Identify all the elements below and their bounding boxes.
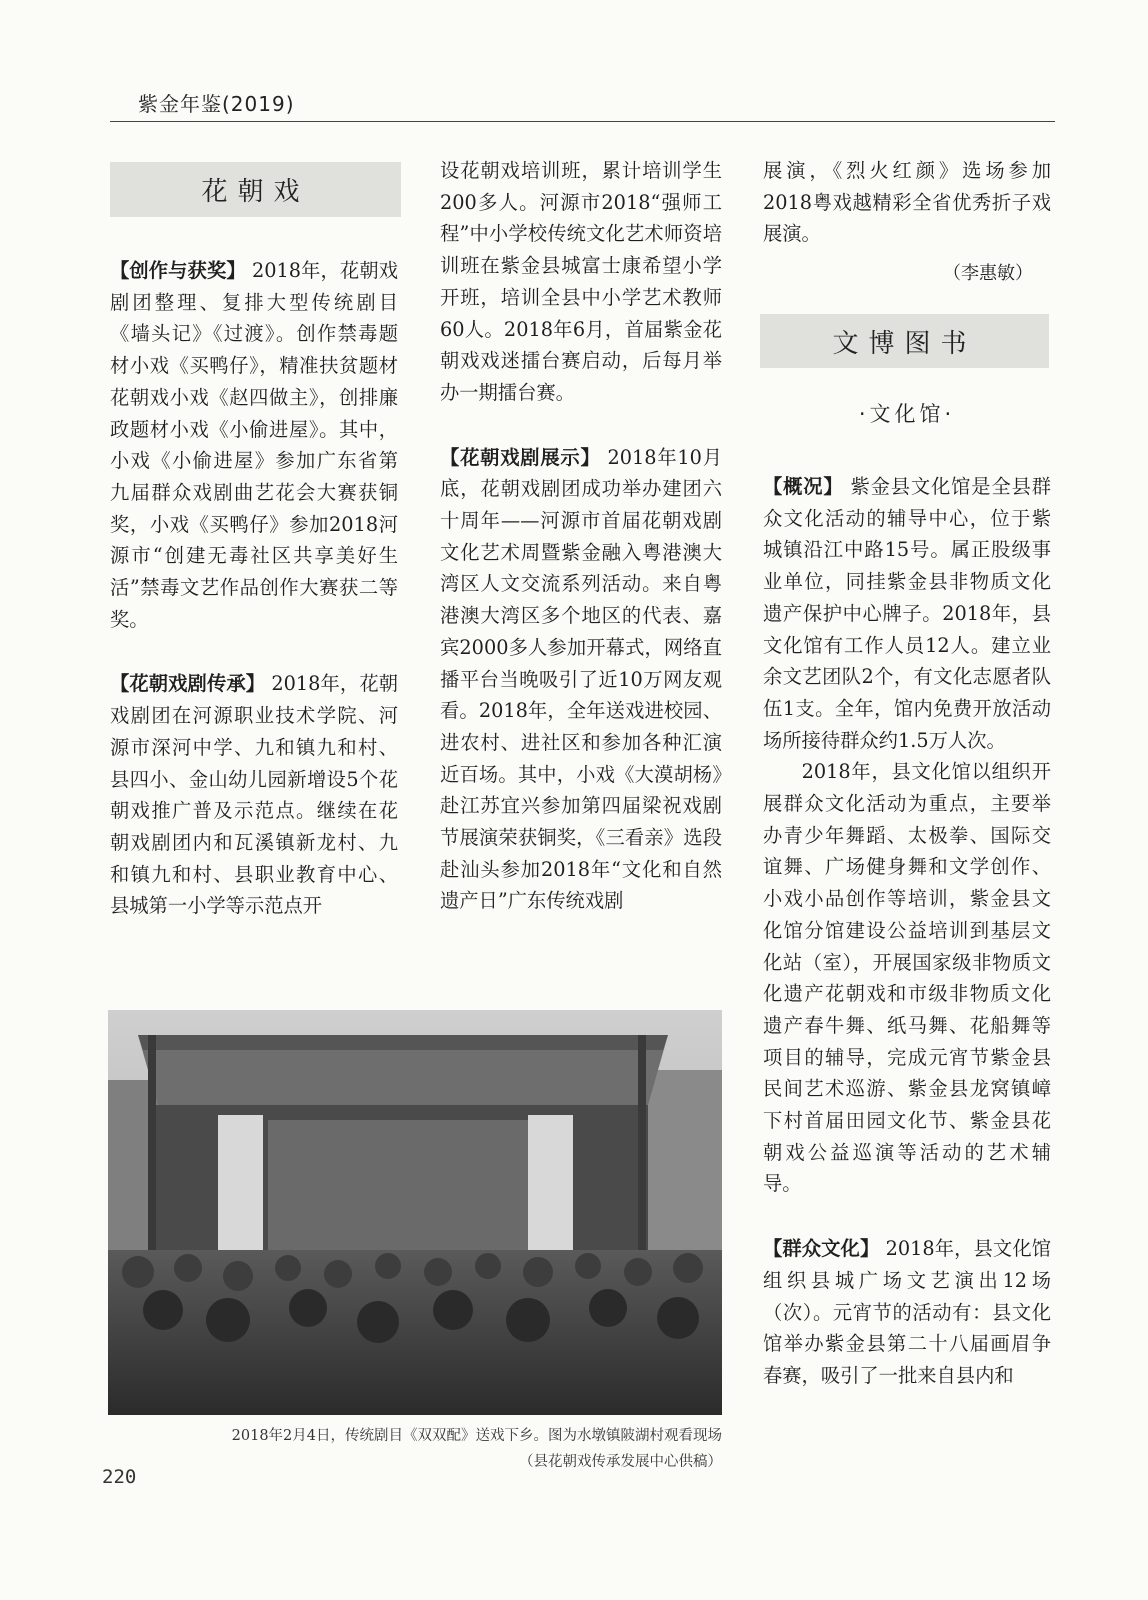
text-creation-awards: 2018年，花朝戏剧团整理、复排大型传统剧目《墙头记》《过渡》。创作禁毒题材小戏《买鸭仔》，精准扶贫题材花朝戏小戏《赵四做主》，创排廉政题材小戏《小偷进屋》。其中，小戏《小偷进屋》参加广东省第九届群众戏剧曲艺花会大赛获铜奖，小戏《买鸭仔》参加2018河源市“创建无毒社区共享美好生活”禁毒文艺作品创作大赛获二等奖。 bbox=[110, 259, 398, 631]
stage-audience-image bbox=[108, 1010, 722, 1415]
paragraph-activities: 2018年，县文化馆以组织开展群众文化活动为重点，主要举办青少年舞蹈、太极拳、国际交谊舞、广场健身舞和文学创作、小戏小品创作等培训，紫金县文化馆分馆建设公益培训到基层文化站（室），开展国家级非物质文化遗产花朝戏和市级非物质文化遗产春牛舞、纸马舞、花船舞等项目的辅导，完成元宵节紫金县民间艺术巡游、紫金县龙窝镇嶂下村首届田园文化节、紫金县花朝戏公益巡演等活动的艺术辅导。 bbox=[763, 760, 1051, 1196]
label-mass-culture: 【群众文化】 bbox=[763, 1237, 880, 1261]
label-overview: 【概况】 bbox=[763, 475, 844, 498]
label-inheritance: 【花朝戏剧传承】 bbox=[110, 672, 266, 696]
text-inheritance: 2018年，花朝戏剧团在河源职业技术学院、河源市深河中学、九和镇九和村、县四小、金山幼儿园新增设5个花朝戏推广普及示范点。继续在花朝戏剧团内和瓦溪镇新龙村、九和镇九和村、县职业教育中心、县城第一小学等示范点开 bbox=[110, 672, 398, 918]
photo-credit: （县花朝戏传承发展中心供稿） bbox=[519, 1454, 722, 1470]
label-showcase: 【花朝戏剧展示】 bbox=[440, 445, 601, 469]
paragraph-mass-culture bbox=[763, 1233, 1051, 1392]
paragraph-inheritance bbox=[110, 668, 398, 922]
column-1 bbox=[110, 255, 398, 922]
column-3-top bbox=[763, 155, 1051, 290]
performance-photo bbox=[108, 1010, 722, 1415]
paragraph-creation-awards bbox=[110, 255, 398, 635]
column-2 bbox=[440, 155, 722, 917]
section-title-huachaoxi: 花朝戏 bbox=[110, 162, 401, 217]
page-number: 220 bbox=[102, 1466, 137, 1488]
label-creation-awards: 【创作与获奖】 bbox=[110, 259, 246, 282]
paragraph-showcase-cont: 展演，《烈火红颜》选场参加2018粤戏越精彩全省优秀折子戏展演。 bbox=[763, 159, 1051, 246]
subsection-title-cultural-center: ·文化馆· bbox=[858, 402, 956, 426]
paragraph-overview bbox=[763, 471, 1051, 756]
text-mass-culture: 2018年，县文化馆组织县城广场文艺演出12场（次）。元宵节的活动有：县文化馆举办紫金县第二十八届画眉争春赛，吸引了一批来自县内和 bbox=[763, 1237, 1051, 1387]
text-showcase: 2018年10月底，花朝戏剧团成功举办建团六十周年——河源市首届花朝戏剧文化艺术周暨紫金融入粤港澳大湾区人文交流系列活动。来自粤港澳大湾区多个地区的代表、嘉宾2000多人参加开幕式，网络直播平台当晚吸引了近10万网友观看。2018年，全年送戏进校园、进农村、进社区和参加各种汇演近百场。其中，小戏《大漠胡杨》赴江苏宜兴参加第四届梁祝戏剧节展演荣获铜奖，《三看亲》选段赴汕头参加2018年“文化和自然遗产日”广东传统戏剧 bbox=[440, 445, 723, 913]
paragraph-showcase bbox=[440, 442, 722, 918]
running-header: 紫金年鉴(2019) bbox=[138, 92, 295, 116]
paragraph-inheritance-cont: 设花朝戏培训班，累计培训学生200多人。河源市2018“强师工程”中小学校传统文化艺术师资培训班在紫金县城富士康希望小学开班，培训全县中小学艺术教师60人。2018年6月，首届紫金花朝戏戏迷擂台赛启动，后每月举办一期擂台赛。 bbox=[440, 159, 722, 404]
header-rule bbox=[110, 121, 1055, 122]
photo-caption: 2018年2月4日，传统剧目《双双配》送戏下乡。图为水墩镇陂湖村观看现场 bbox=[231, 1428, 722, 1444]
column-3-bottom bbox=[763, 471, 1051, 1392]
section-title-wenbo: 文博图书 bbox=[760, 314, 1049, 368]
text-overview: 紫金县文化馆是全县群众文化活动的辅导中心，位于紫城镇沿江中路15号。属正股级事业单位，同挂紫金县非物质文化遗产保护中心牌子。2018年，县文化馆有工作人员12人。建立业余文艺团队2个，有文化志愿者队伍1支。全年，馆内免费开放活动场所接待群众约1.5万人次。 bbox=[763, 475, 1051, 752]
author-signature: （李惠敏） bbox=[943, 263, 1033, 285]
